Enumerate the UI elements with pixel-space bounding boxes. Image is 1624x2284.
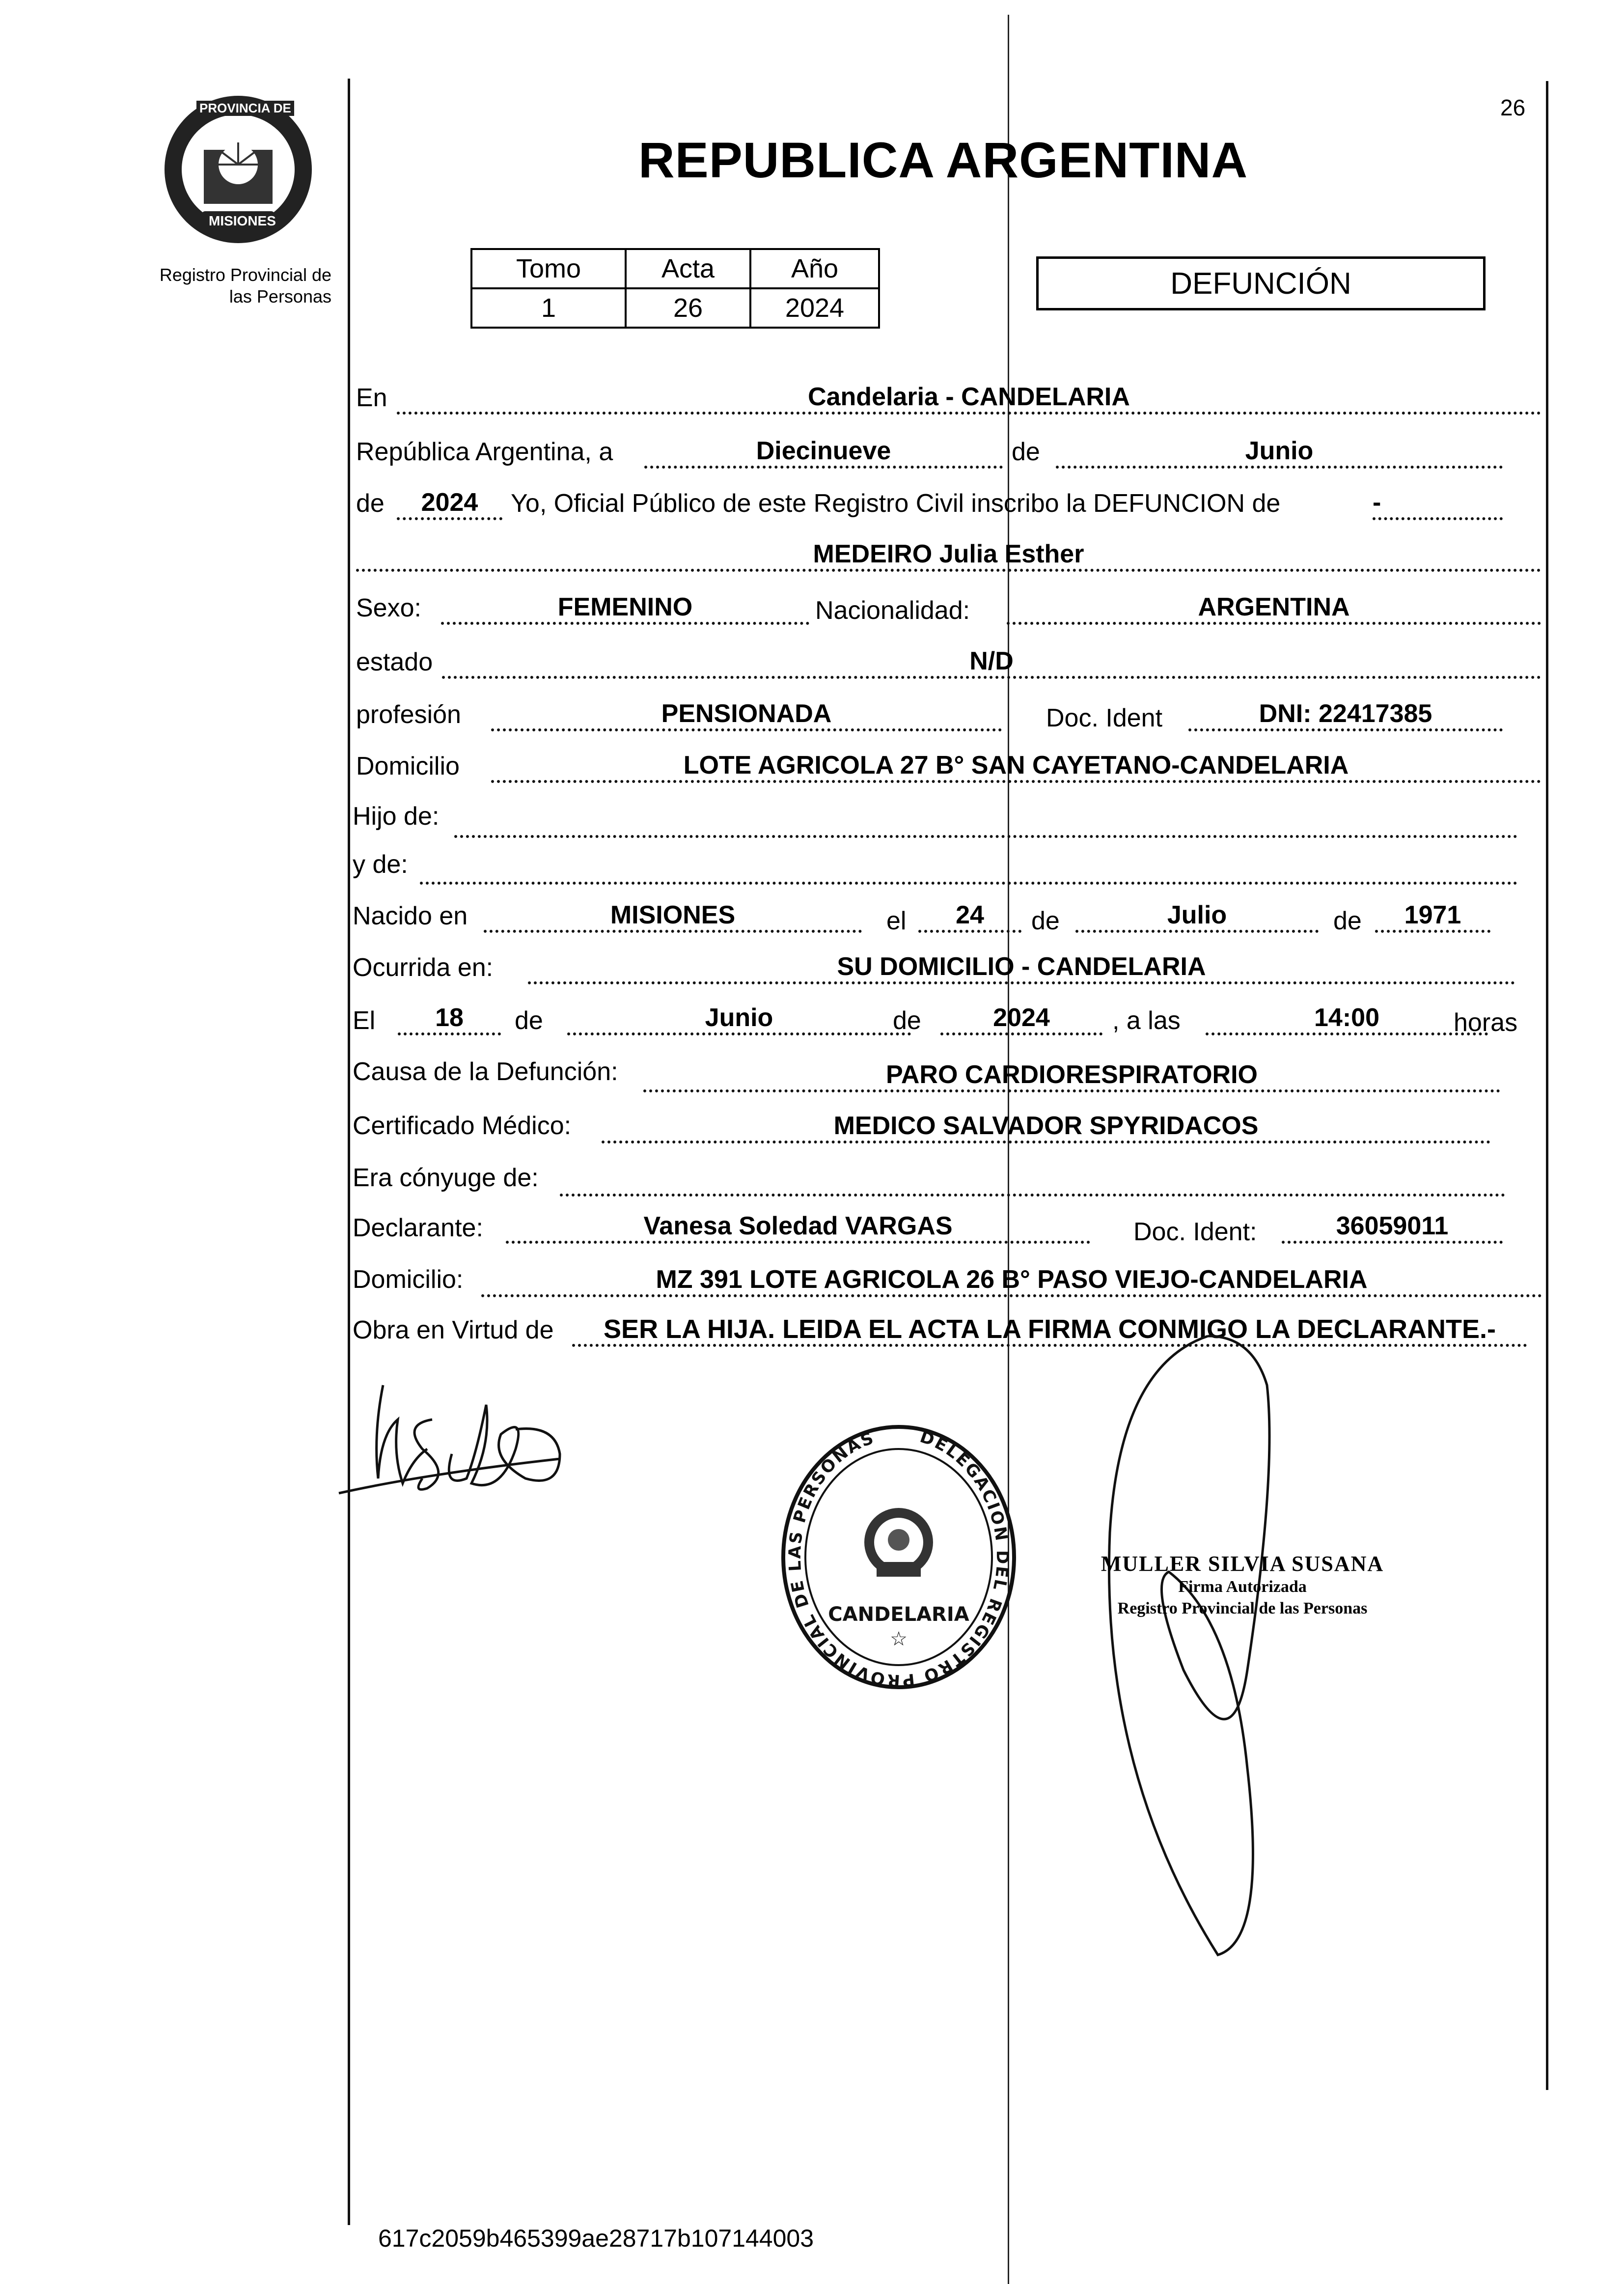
field-causa: PARO CARDIORESPIRATORIO: [643, 1060, 1500, 1092]
field-estado: N/D: [442, 646, 1541, 679]
declarant-signature: [329, 1375, 584, 1532]
label-profesion: profesión: [356, 700, 461, 729]
label-hijo-de: Hijo de:: [353, 802, 440, 831]
field-localidad: Candelaria - CANDELARIA: [397, 382, 1541, 415]
label-el: el: [886, 907, 907, 935]
tomo-label: Tomo: [471, 249, 626, 288]
field-anio-registro: 2024: [397, 488, 502, 520]
right-border-line: [1546, 81, 1548, 2090]
label-domicilio-2: Domicilio:: [353, 1265, 464, 1294]
registry-table: [470, 248, 880, 329]
field-nombre: MEDEIRO Julia Esther: [356, 539, 1541, 572]
field-mes: Junio: [1056, 436, 1503, 469]
field-profesion: PENSIONADA: [491, 699, 1002, 731]
organization-line-1: Registro Provincial de: [159, 265, 331, 285]
label-de-1: de: [1012, 438, 1040, 466]
stamp-star-icon: ☆: [890, 1628, 908, 1650]
field-nac-anio: 1971: [1375, 900, 1490, 933]
official-signature: [1071, 1326, 1326, 1965]
acta-label: Acta: [626, 249, 750, 288]
stamp-ring-text: DELEGACION DEL REGISTRO PROVINCIAL DE LAS PERSONAS: [785, 1427, 1013, 1690]
label-de-2: de: [356, 489, 385, 518]
field-def-hora: 14:00: [1206, 1003, 1488, 1035]
anio-value: 2024: [750, 288, 879, 328]
center-fold-line: [1008, 15, 1009, 2284]
label-de-5: de: [515, 1006, 543, 1035]
label-y-de: y de:: [353, 850, 408, 879]
official-name: MULLER SILVIA SUSANA: [1101, 1552, 1384, 1576]
label-horas: horas: [1454, 1008, 1518, 1037]
stamp-city: CANDELARIA: [828, 1603, 969, 1626]
label-obra: Obra en Virtud de: [353, 1316, 554, 1344]
page-number: 26: [1500, 95, 1526, 120]
field-doc-ident: DNI: 22417385: [1188, 699, 1503, 731]
field-def-mes: Junio: [567, 1003, 911, 1035]
field-dash: -: [1373, 488, 1503, 520]
page-title: REPUBLICA ARGENTINA: [638, 132, 1248, 188]
label-de-4: de: [1333, 907, 1362, 935]
field-nac-dia: 24: [918, 900, 1021, 933]
delegation-stamp: [776, 1415, 1021, 1690]
organization-name: [125, 264, 331, 307]
field-nac-mes: Julio: [1075, 900, 1319, 933]
logo-text-bottom: MISIONES: [209, 213, 276, 228]
label-causa: Causa de la Defunción:: [353, 1058, 618, 1086]
field-y-de: [420, 852, 1517, 885]
acta-value: 26: [626, 288, 750, 328]
official-role: Firma Autorizada: [1178, 1578, 1307, 1596]
field-conyuge: [560, 1164, 1505, 1197]
logo-text-top: PROVINCIA DE: [196, 101, 294, 116]
label-el-cap: El: [353, 1006, 376, 1035]
field-ocurrida-en: SU DOMICILIO - CANDELARIA: [528, 952, 1515, 984]
label-en: En: [356, 384, 387, 412]
label-ocurrida-en: Ocurrida en:: [353, 953, 494, 982]
official-office: Registro Provincial de las Personas: [1117, 1599, 1368, 1617]
field-obra: SER LA HIJA. LEIDA EL ACTA LA FIRMA CONMIGO LA DECLARANTE.-: [572, 1314, 1527, 1347]
field-def-dia: 18: [398, 1003, 501, 1035]
label-yo-oficial: Yo, Oficial Público de este Registro Civil inscribo la DEFUNCION de: [511, 489, 1281, 518]
label-doc-ident-2: Doc. Ident:: [1133, 1218, 1257, 1246]
field-domicilio: LOTE AGRICOLA 27 B° SAN CAYETANO-CANDELARIA: [491, 751, 1541, 783]
anio-label: Año: [750, 249, 879, 288]
label-conyuge: Era cónyuge de:: [353, 1164, 539, 1192]
record-type-box: DEFUNCIÓN: [1036, 256, 1486, 310]
label-de-3: de: [1031, 907, 1060, 935]
label-republica: República Argentina, a: [356, 438, 613, 466]
label-certificado: Certificado Médico:: [353, 1112, 572, 1140]
label-sexo: Sexo:: [356, 594, 421, 622]
label-de-6: de: [893, 1006, 921, 1035]
document-hash: 617c2059b465399ae28717b107144003: [378, 2225, 814, 2252]
field-declarante-doc: 36059011: [1282, 1211, 1503, 1244]
field-declarante-domicilio: MZ 391 LOTE AGRICOLA 26 B° PASO VIEJO-CANDELARIA: [481, 1265, 1542, 1297]
field-def-anio: 2024: [940, 1003, 1102, 1035]
label-estado: estado: [356, 648, 433, 676]
field-nacionalidad: ARGENTINA: [1007, 592, 1541, 625]
left-border-line: [348, 79, 350, 2225]
label-nacido-en: Nacido en: [353, 902, 468, 930]
field-sexo: FEMENINO: [441, 592, 809, 625]
field-hijo-de: [454, 806, 1517, 838]
tomo-value: 1: [471, 288, 626, 328]
field-declarante: Vanesa Soledad VARGAS: [506, 1211, 1090, 1244]
label-declarante: Declarante:: [353, 1214, 483, 1242]
field-nacido-en: MISIONES: [484, 900, 862, 933]
organization-line-2: las Personas: [229, 286, 331, 306]
official-signature-block: [1066, 1551, 1419, 1619]
field-dia-texto: Diecinueve: [644, 436, 1003, 469]
field-certificado: MEDICO SALVADOR SPYRIDACOS: [602, 1111, 1490, 1143]
label-domicilio: Domicilio: [356, 752, 460, 780]
label-a-las: , a las: [1112, 1006, 1181, 1035]
label-nacionalidad: Nacionalidad:: [815, 596, 970, 625]
label-doc-ident: Doc. Ident: [1046, 704, 1163, 732]
